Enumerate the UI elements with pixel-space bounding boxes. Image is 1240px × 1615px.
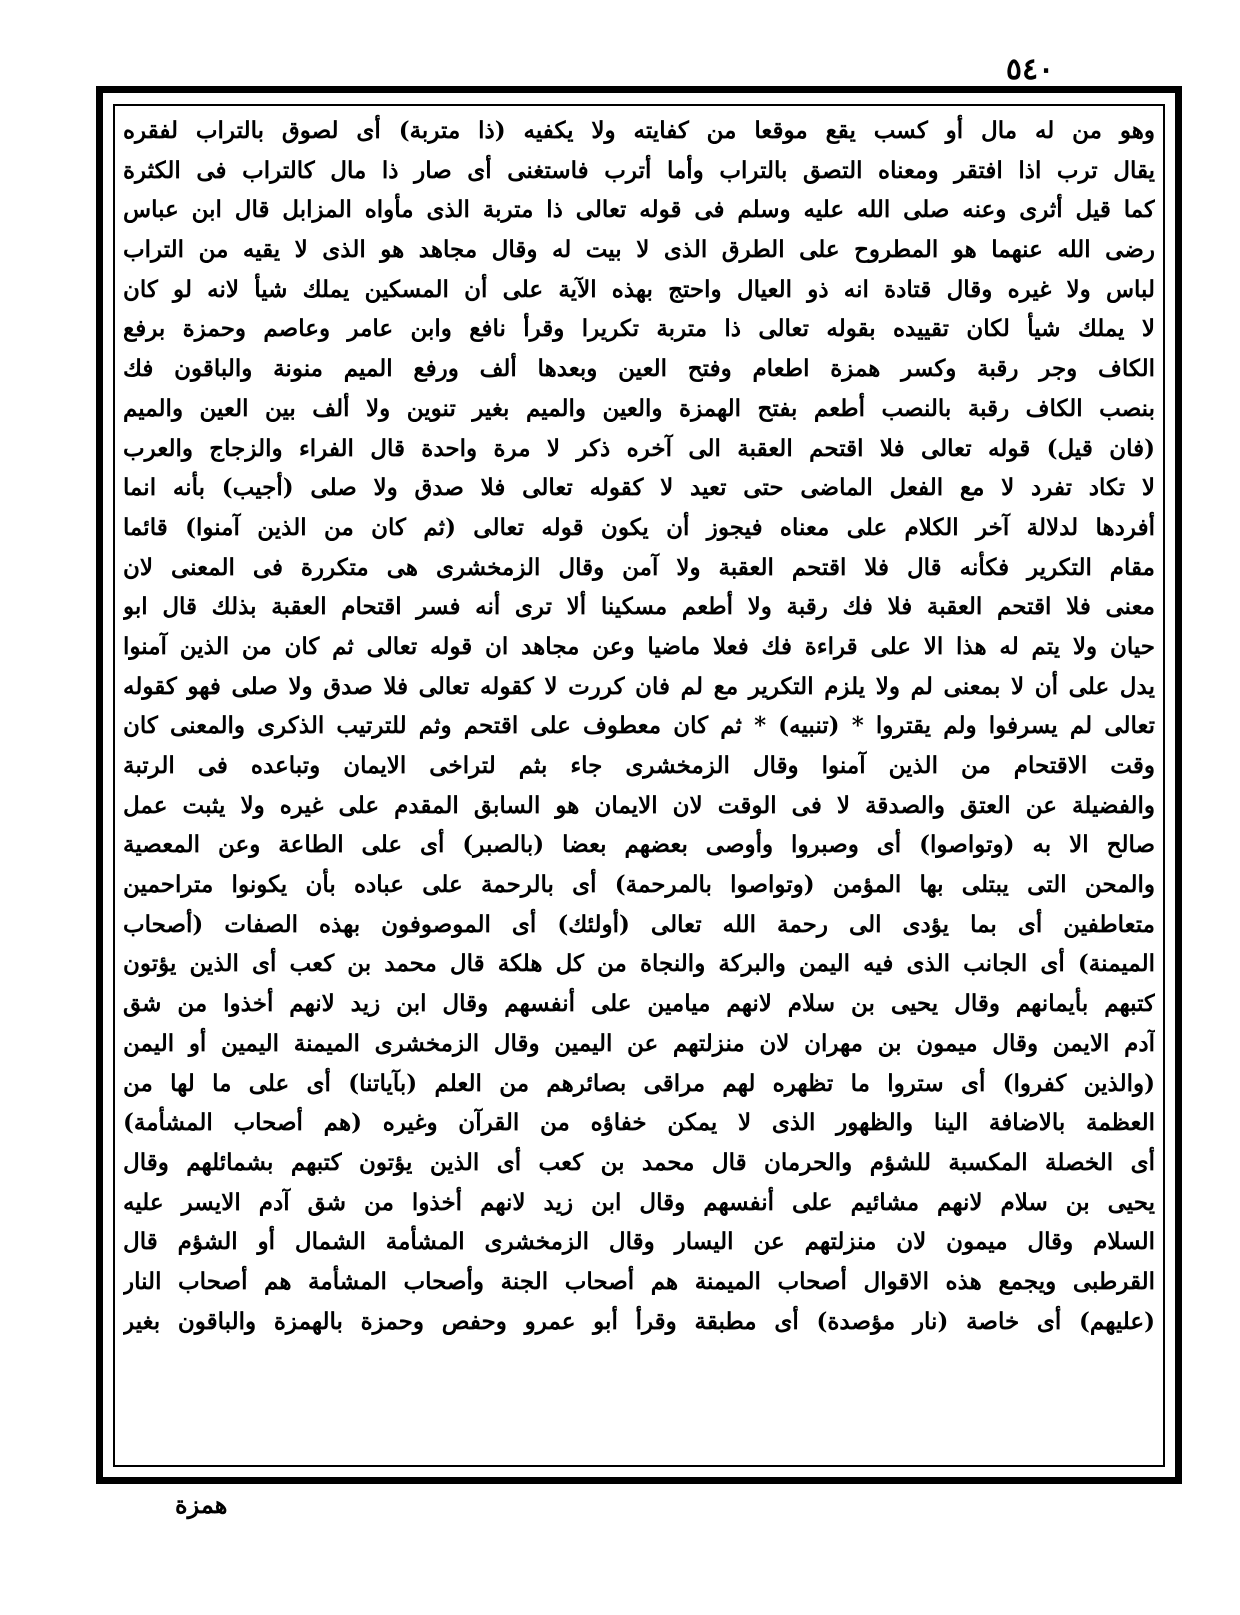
text-line: أى الخصلة المكسبة للشؤم والحرمان قال محمد بن كعب أى الذين يؤتون كتبهم بشمائلهم وقال: [123, 1148, 1155, 1176]
text-line: لا تكاد تفرد لا مع الفعل الماضى حتى تعيد لا كقوله تعالى فلا صدق ولا صلى (أجيب) بأنه انما: [123, 474, 1155, 502]
text-line: والفضيلة عن العتق والصدقة لا فى الوقت لان الايمان هو السابق المقدم على غيره ولا يثبت عمل: [123, 791, 1155, 819]
text-line: مقام التكرير فكأنه قال فلا اقتحم العقبة ولا آمن وقال الزمخشرى هى متكررة فى المعنى لان: [123, 553, 1155, 581]
text-line: يقال ترب اذا افتقر ومعناه التصق بالتراب وأما أترب فاستغنى أى صار ذا مال كالتراب فى الكثرة: [123, 156, 1155, 184]
text-line: والمحن التى يبتلى بها المؤمن (وتواصوا بالمرحمة) أى بالرحمة على عباده بأن يكونوا متراحمين: [123, 871, 1155, 899]
text-line: رضى الله عنهما هو المطروح على الطرق الذى لا بيت له وقال مجاهد هو الذى لا يقيه من التراب: [123, 236, 1155, 264]
text-line: (فان قيل) قوله تعالى فلا اقتحم العقبة الى آخره ذكر لا مرة واحدة قال الفراء والزجاج والعرب: [123, 434, 1155, 462]
page-number: ٥٤٠: [1005, 52, 1055, 87]
text-line: لا يملك شيأ لكان تقييده بقوله تعالى ذا متربة تكريرا وقرأ نافع وابن عامر وعاصم وحمزة برفع: [123, 315, 1155, 343]
text-line: حيان ولا يتم له هذا الا على قراءة فك فعلا ماضيا وعن مجاهد ان قوله تعالى ثم كان من الذين آمنوا: [123, 632, 1155, 660]
text-line: يدل على أن لا بمعنى لم ولا يلزم التكرير مع لم فان كررت لا كقوله تعالى فلا صدق ولا صلى فهو كقوله: [123, 672, 1155, 700]
text-line: أفردها لدلالة آخر الكلام على معناه فيجوز أن يكون قوله تعالى (ثم كان من الذين آمنوا) قائما: [123, 513, 1155, 541]
text-line: القرطبى ويجمع هذه الاقوال أصحاب الميمنة هم أصحاب الجنة وأصحاب المشأمة هم أصحاب النار: [123, 1267, 1155, 1295]
main-text-block: [123, 111, 1155, 1461]
text-line: (والذين كفروا) أى ستروا ما تظهره لهم مراقى بصائرهم من العلم (بآياتنا) أى على ما لها من: [123, 1069, 1155, 1097]
text-line: صالح الا به (وتواصوا) أى وصبروا وأوصى بعضهم بعضا (بالصبر) أى على الطاعة وعن المعصية: [123, 831, 1155, 859]
text-line: السلام وقال ميمون لان منزلتهم عن اليسار وقال الزمخشرى المشأمة الشمال أو الشؤم قال: [123, 1228, 1155, 1256]
text-line: (عليهم) أى خاصة (نار مؤصدة) أى مطبقة وقرأ أبو عمرو وحفص وحمزة بالهمزة والباقون بغير: [123, 1307, 1155, 1335]
text-line: كما قيل أثرى وعنه صلى الله عليه وسلم فى قوله تعالى ذا متربة الذى مأواه المزابل قال ابن عباس: [123, 196, 1155, 224]
text-line: وقت الاقتحام من الذين آمنوا وقال الزمخشرى جاء بثم لتراخى الايمان وتباعده فى الرتبة: [123, 752, 1155, 779]
text-line: وهو من له مال أو كسب يقع موقعا من كفايته ولا يكفيه (ذا متربة) أى لصوق بالتراب لفقره: [123, 117, 1155, 144]
text-line: متعاطفين أى بما يؤدى الى رحمة الله تعالى (أولئك) أى الموصوفون بهذه الصفات (أصحاب: [123, 910, 1155, 938]
text-line: معنى فلا اقتحم العقبة فلا فك رقبة ولا أطعم مسكينا ألا ترى أنه فسر اقتحام العقبة بذلك قال ابو: [123, 593, 1155, 621]
text-line: الكاف وجر رقبة وكسر همزة اطعام وفتح العين وبعدها ألف ورفع الميم منونة والباقون فك: [123, 355, 1155, 383]
text-line: الميمنة) أى الجانب الذى فيه اليمن والبركة والنجاة من كل هلكة قال محمد بن كعب أى الذين يؤتون: [123, 950, 1155, 978]
text-line: تعالى لم يسرفوا ولم يقتروا * (تنبيه) * ثم كان معطوف على اقتحم وثم للترتيب الذكرى والمعنى كان: [123, 712, 1155, 740]
text-line: بنصب الكاف رقبة بالنصب أطعم بفتح الهمزة والعين والميم بغير تنوين ولا ألف بين العين والميم: [123, 394, 1155, 422]
text-line: لباس ولا غيره وقال قتادة انه ذو العيال واحتج بهذه الآية على أن المسكين يملك شيأ لانه لو كان: [123, 275, 1155, 303]
text-line: كتبهم بأيمانهم وقال يحيى بن سلام لانهم ميامين على أنفسهم وقال ابن زيد لانهم أخذوا من شق: [123, 990, 1155, 1018]
text-line: آدم الايمن وقال ميمون بن مهران لان منزلتهم عن اليمين وقال الزمخشرى الميمنة اليمين أو اليمن: [123, 1029, 1155, 1057]
text-line: يحيى بن سلام لانهم مشائيم على أنفسهم وقال ابن زيد لانهم أخذوا من شق آدم الايسر عليه: [123, 1188, 1155, 1216]
catchword: همزة: [175, 1490, 228, 1519]
text-line: العظمة بالاضافة الينا والظهور الذى لا يمكن خفاؤه من القرآن وغيره (هم أصحاب المشأمة): [123, 1109, 1155, 1137]
